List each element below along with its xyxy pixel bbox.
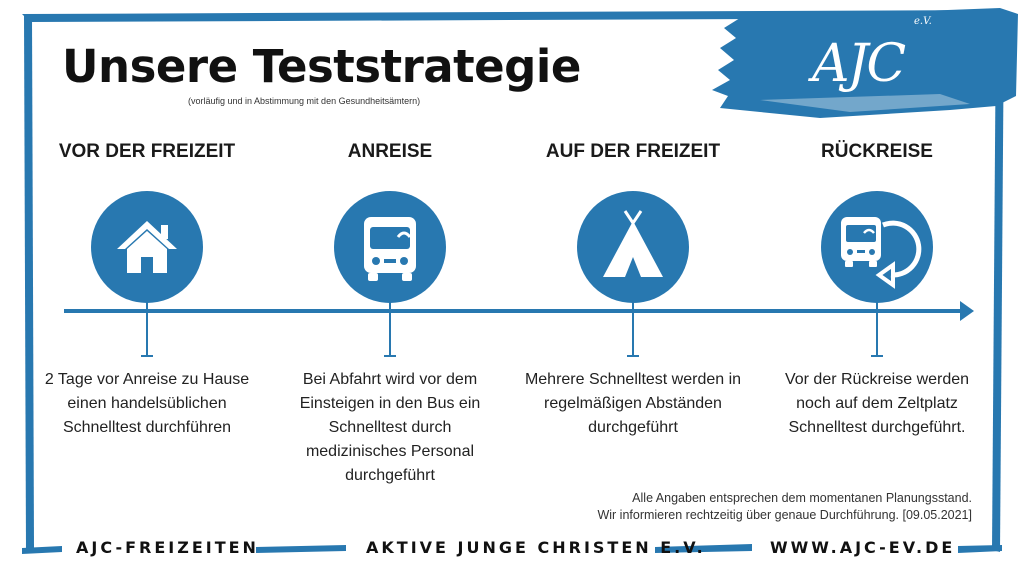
footer-center: AKTIVE JUNGE CHRISTEN E.V. xyxy=(366,538,706,557)
bus-return-icon xyxy=(821,191,933,303)
stage-title: VOR DER FREIZEIT xyxy=(58,141,236,162)
stage-title: ANREISE xyxy=(347,141,433,162)
house-icon xyxy=(91,191,203,303)
footer-left: AJC-FREIZEITEN xyxy=(76,538,259,557)
page-title: Unsere Teststrategie xyxy=(62,40,581,93)
footer-website[interactable]: WWW.AJC-EV.DE xyxy=(770,538,956,557)
logo-text: AJC xyxy=(812,34,905,94)
logo-suffix: e.V. xyxy=(914,16,932,27)
stage-before-trip xyxy=(37,138,257,166)
page-subtitle: (vorläufig und in Abstimmung mit den Gesundheitsämtern) xyxy=(188,96,421,106)
stage-title: RÜCKREISE xyxy=(821,141,933,162)
note-line-1: Alle Angaben entsprechen dem momentanen Planungsstand. xyxy=(632,491,972,505)
stage-description: 2 Tage vor Anreise zu Hause einen handelsüblichen Schnelltest durchführen xyxy=(44,371,250,436)
planning-note xyxy=(597,490,972,524)
bus-icon xyxy=(334,191,446,303)
stage-title: AUF DER FREIZEIT xyxy=(545,141,721,162)
stage-during-trip xyxy=(523,138,743,166)
stage-return xyxy=(767,138,987,166)
stage-description: Vor der Rückreise werden noch auf dem Zeltplatz Schnelltest durchgeführt. xyxy=(784,371,970,436)
note-line-2: Wir informieren rechtzeitig über genaue Durchführung. [09.05.2021] xyxy=(597,508,972,522)
tent-icon xyxy=(577,191,689,303)
stage-description: Bei Abfahrt wird vor dem Einsteigen in den Bus ein Schnelltest durch medizinisches Personal durchgeführt xyxy=(299,371,481,484)
stage-description: Mehrere Schnelltest werden in regelmäßigen Abständen durchgeführt xyxy=(524,371,742,436)
stage-arrival xyxy=(280,138,500,166)
